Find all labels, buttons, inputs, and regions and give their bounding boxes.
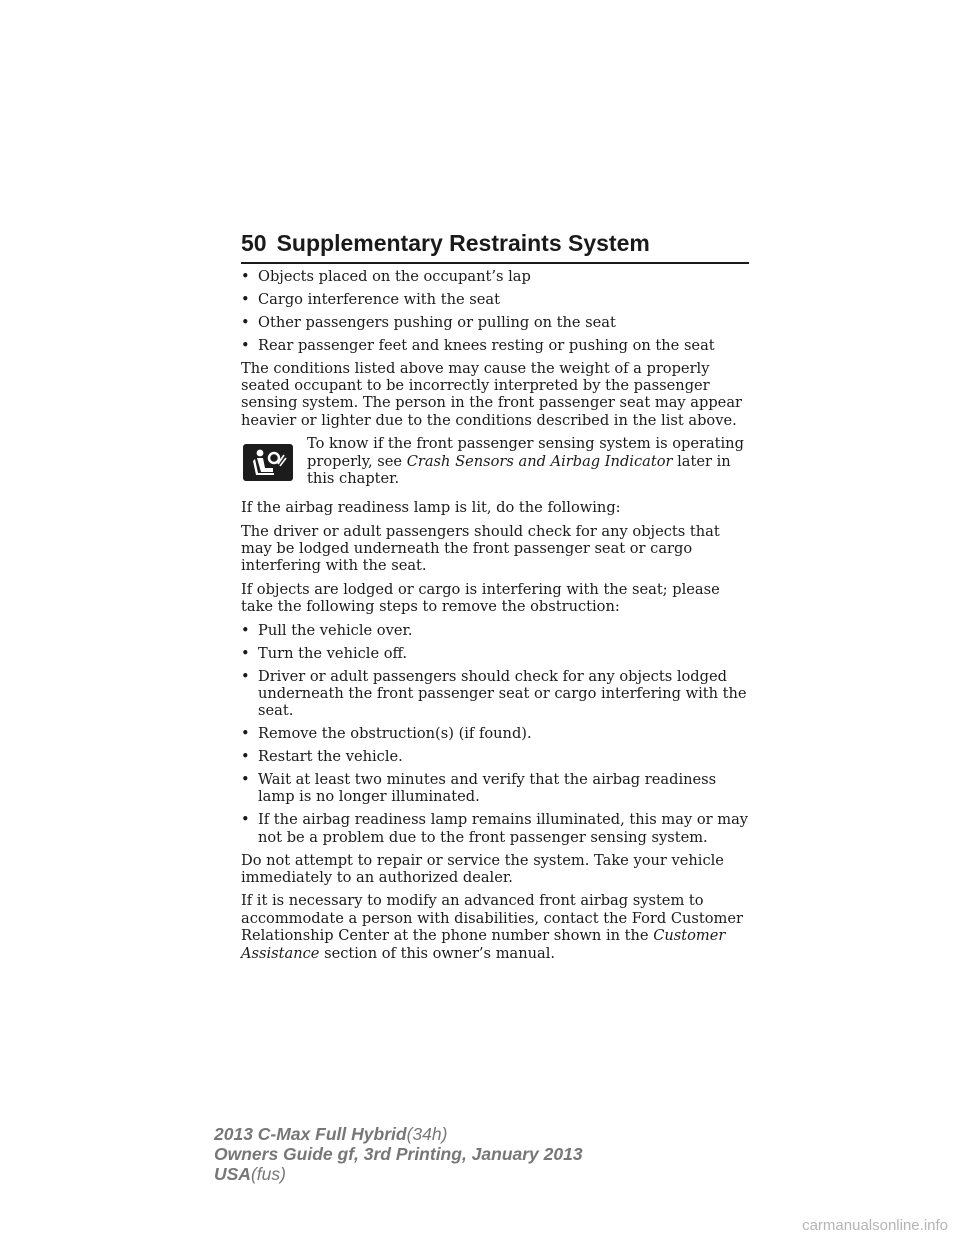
footer-model: 2013 C-Max Full Hybrid — [214, 1124, 407, 1144]
list-item: • Turn the vehicle off. — [241, 645, 751, 662]
page-content — [241, 268, 751, 968]
page-number: 50 — [241, 230, 267, 256]
footer-market: USA — [214, 1164, 251, 1184]
conditions-paragraph: The conditions listed above may cause the weight of a properly seated occupant to be incorrectly interpreted by the passenger sensing system. The person in the front passenger seat may appear heavier or lighter due to the conditions described in the list above. — [241, 359, 742, 429]
list-item: • Other passengers pushing or pulling on the seat — [241, 314, 751, 331]
list-item: • Rear passenger feet and knees resting or pushing on the seat — [241, 337, 751, 354]
watermark: carmanualsonline.info — [802, 1217, 948, 1234]
footer-model-code: (34h) — [406, 1124, 448, 1144]
modify-paragraph — [241, 892, 751, 962]
list-item: • Remove the obstruction(s) (if found). — [241, 725, 751, 742]
list-item: • Objects placed on the occupant’s lap — [241, 268, 751, 285]
conditions-list — [241, 268, 751, 354]
note-text: To know if the front passenger sensing system is operating properly, see — [307, 435, 744, 470]
page-header — [241, 228, 749, 264]
steps-paragraph: If objects are lodged or cargo is interfering with the seat; please take the following steps to remove the obstruction: — [241, 580, 720, 616]
footer-line-model — [214, 1124, 583, 1144]
print-footer — [214, 1124, 583, 1184]
list-item: • Pull the vehicle over. — [241, 622, 751, 639]
repair-paragraph: Do not attempt to repair or service the system. Take your vehicle immediately to an authorized dealer. — [241, 851, 724, 887]
page-title: Supplementary Restraints System — [276, 230, 650, 256]
list-item: • Restart the vehicle. — [241, 748, 751, 765]
steps-list — [241, 622, 751, 846]
footer-line-guide: Owners Guide gf, 3rd Printing, January 2013 — [214, 1144, 583, 1164]
note-text-end: later in this chapter. — [307, 452, 731, 488]
list-item: • Wait at least two minutes and verify that the airbag readiness lamp is no longer illuminated. — [241, 771, 751, 806]
lamp-paragraph: If the airbag readiness lamp is lit, do the following: — [241, 499, 621, 517]
note-block — [241, 435, 751, 493]
crash-sensors-reference: Crash Sensors and Airbag Indicator — [406, 452, 673, 470]
footer-line-market — [214, 1164, 583, 1184]
footer-market-code: (fus) — [250, 1164, 286, 1184]
check-paragraph: The driver or adult passengers should check for any objects that may be lodged underneath the front passenger seat or cargo interfering with the seat. — [241, 522, 720, 575]
list-item: • Driver or adult passengers should check for any objects lodged underneath the front passenger seat or cargo interfering with the seat. — [241, 668, 751, 720]
list-item: • Cargo interference with the seat — [241, 291, 751, 308]
modify-text-end: section of this owner’s manual. — [319, 944, 556, 962]
list-item: • If the airbag readiness lamp remains illuminated, this may or may not be a problem due to the front passenger sensing system. — [241, 811, 751, 846]
airbag-warning-icon — [243, 444, 293, 481]
customer-assistance-reference: Customer Assistance — [241, 927, 726, 962]
modify-text: If it is necessary to modify an advanced front airbag system to accommodate a person with disabilities, contact the Ford Customer Relationship Center at the phone number shown in the — [241, 892, 743, 945]
